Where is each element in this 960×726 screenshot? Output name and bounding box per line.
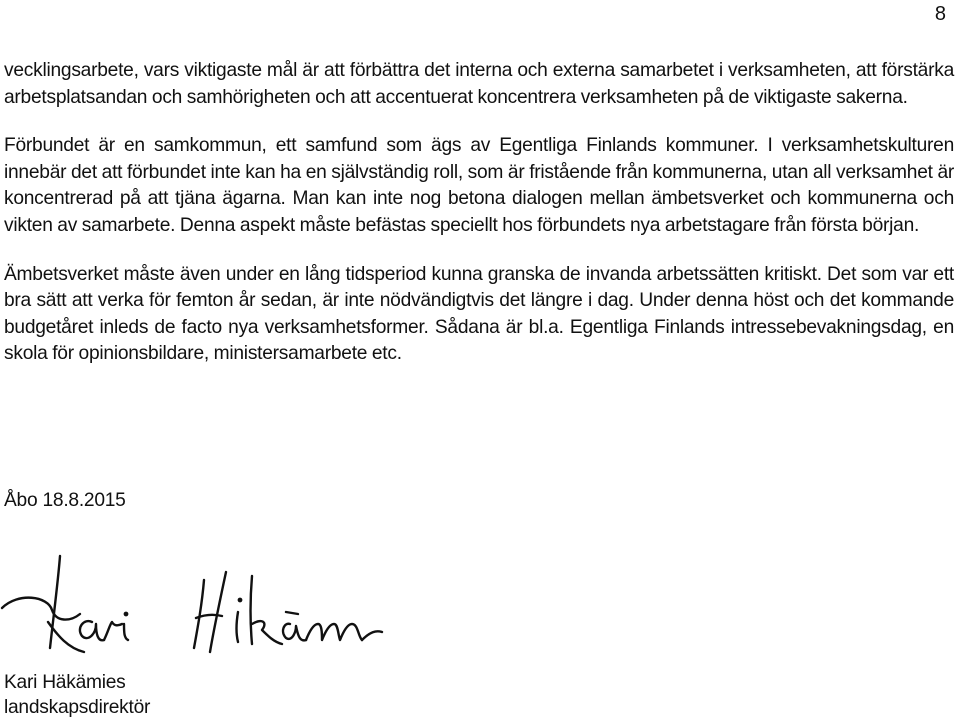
paragraph-2: Förbundet är en samkommun, ett samfund som ägs av Egentliga Finlands kommuner. I verksamhetskulturen innebär det att förbundet inte kan ha en självständig roll, som är fristående från kommunerna, utan all verksamhet är koncentrerad på att tjäna ägarna. Man kan inte nog betona dialogen mellan ämbetsverket och kommunerna och vikten av samarbete. Denna aspekt måste befästas speciellt hos förbundets nya arbetstagare från första början.: [4, 135, 954, 236]
paragraph-3: Ämbetsverket måste även under en lång tidsperiod kunna granska de invanda arbetssätten kritiskt. Det som var ett bra sätt att verka för femton år sedan, är inte nödvändigtvis det längre i dag. Under denna höst och det kommande budgetåret inleds de facto nya verksamhetsformer. Sådana är bl.a. Egentliga Finlands intressebevakningsdag, en skola för opinionsbildare, ministersamarbete etc.: [4, 263, 954, 365]
signer-name: Kari Häkämies: [4, 672, 126, 693]
paragraph-1: vecklingsarbete, vars viktigaste mål är att förbättra det interna och externa samarbetet i verksamheten, att förstärka arbetsplatsandan och samhörigheten och att accentuerat koncentrera verksamheten på de viktigaste sakerna.: [4, 60, 954, 108]
handwritten-signature: [0, 552, 420, 662]
signer-title: landskapsdirektör: [4, 697, 151, 718]
page-number: 8: [934, 3, 946, 25]
document-body: [4, 58, 954, 390]
place-date: Åbo 18.8.2015: [4, 490, 126, 511]
signer-block: [4, 670, 150, 720]
